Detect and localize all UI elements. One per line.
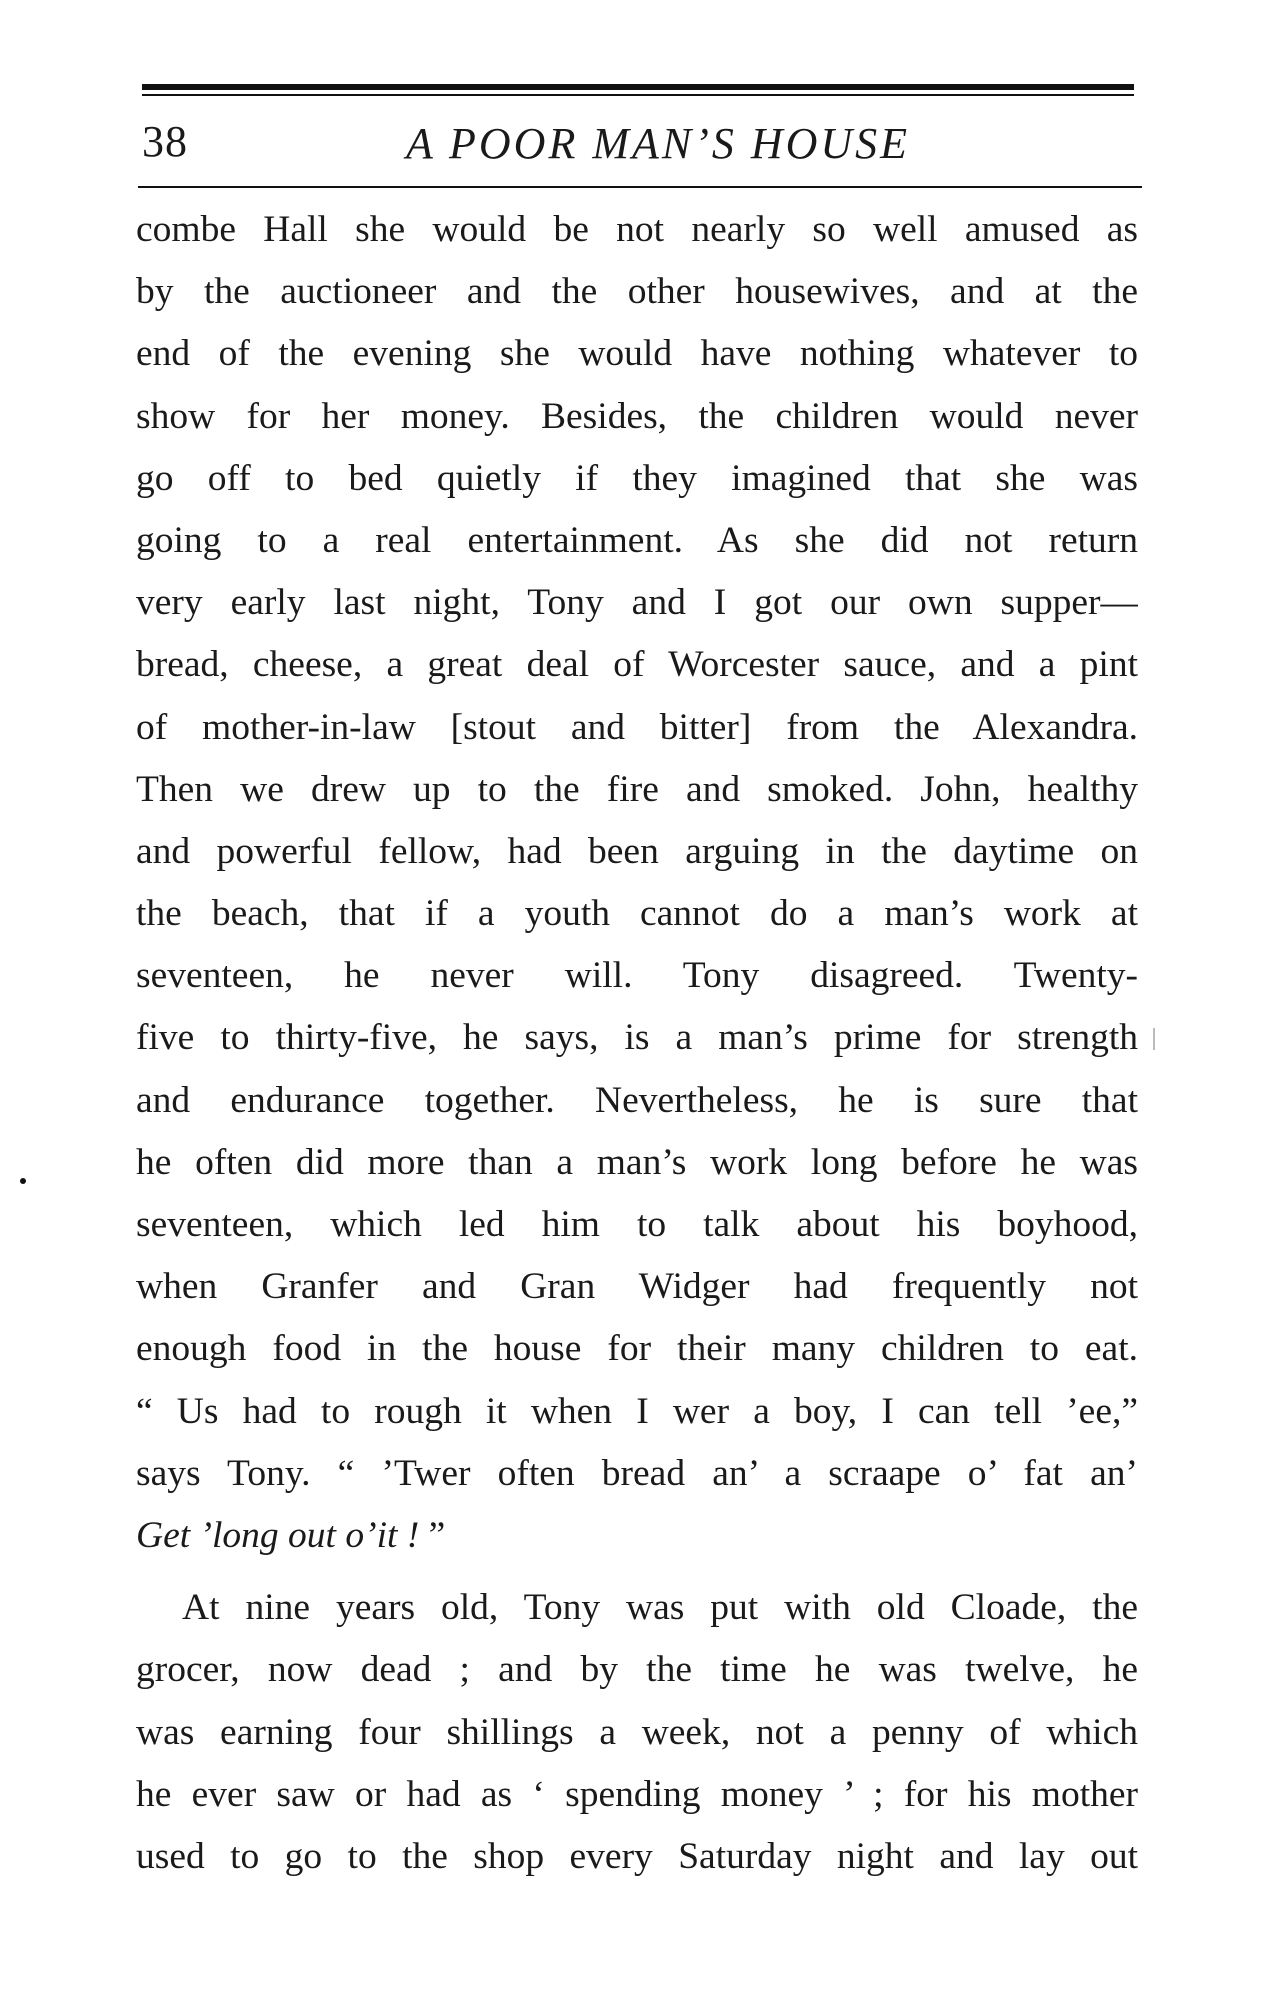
text-line: says Tony. “ ’Twer often bread an’ a scraape o’ fat an’: [136, 1452, 1138, 1494]
body-text: [136, 199, 1138, 1888]
text-line: and powerful fellow, had been arguing in the daytime on: [136, 830, 1138, 872]
text-line: end of the evening she would have nothing whatever to: [136, 333, 1138, 375]
text-line: seventeen, he never will. Tony disagreed. Twenty-: [136, 955, 1138, 997]
book-title: A POOR MAN’S HOUSE: [405, 119, 911, 168]
text-line: At nine years old, Tony was put with old Cloade, the: [182, 1587, 1138, 1629]
text-line: the beach, that if a youth cannot do a man’s work at: [136, 893, 1138, 935]
text-line: bread, cheese, a great deal of Worcester sauce, and a pint: [136, 644, 1138, 686]
text-line: by the auctioneer and the other housewives, and at the: [136, 271, 1138, 313]
page-number: 38: [142, 117, 188, 166]
header-rule-thin: [142, 94, 1134, 96]
text-line: when Granfer and Gran Widger had frequently not: [136, 1266, 1138, 1308]
header-bottom-rule: [138, 186, 1142, 188]
closing-quote: ”: [428, 1514, 446, 1556]
text-line: used to go to the shop every Saturday night and lay out: [136, 1835, 1138, 1877]
text-line: show for her money. Besides, the children would never: [136, 395, 1138, 437]
text-line: grocer, now dead ; and by the time he was twelve, he: [136, 1649, 1138, 1691]
text-line: combe Hall she would be not nearly so well amused as: [136, 209, 1138, 250]
text-line-last: [136, 1505, 1138, 1567]
text-line: was earning four shillings a week, not a penny of which: [136, 1711, 1138, 1753]
margin-tick-mark: [1153, 1028, 1155, 1050]
text-line: Then we drew up to the fire and smoked. John, healthy: [136, 768, 1138, 810]
paragraph-1: [136, 199, 1138, 1567]
header-rule-thick: [142, 84, 1134, 90]
text-line: seventeen, which led him to talk about his boyhood,: [136, 1204, 1138, 1245]
text-line: enough food in the house for their many children to eat.: [136, 1328, 1138, 1370]
text-line: “ Us had to rough it when I wer a boy, I can tell ’ee,”: [136, 1390, 1138, 1432]
margin-dot-mark: [20, 1178, 26, 1184]
paragraph-2: [136, 1577, 1138, 1888]
text-line: five to thirty-five, he says, is a man’s prime for strength: [136, 1017, 1138, 1059]
italic-quote: Get ’long out o’it !: [136, 1514, 429, 1556]
text-line: he ever saw or had as ‘ spending money ’ ; for his mother: [136, 1773, 1138, 1815]
running-head: [142, 108, 1134, 178]
text-line: and endurance together. Nevertheless, he is sure that: [136, 1079, 1138, 1121]
text-line: very early last night, Tony and I got our own supper—: [136, 582, 1138, 624]
text-line: of mother-in-law [stout and bitter] from the Alexandra.: [136, 706, 1138, 748]
text-line: he often did more than a man’s work long before he was: [136, 1141, 1138, 1183]
text-line: go off to bed quietly if they imagined that she was: [136, 457, 1138, 499]
text-line: going to a real entertainment. As she did not return: [136, 519, 1138, 561]
paragraph-gap: [136, 1567, 1138, 1577]
